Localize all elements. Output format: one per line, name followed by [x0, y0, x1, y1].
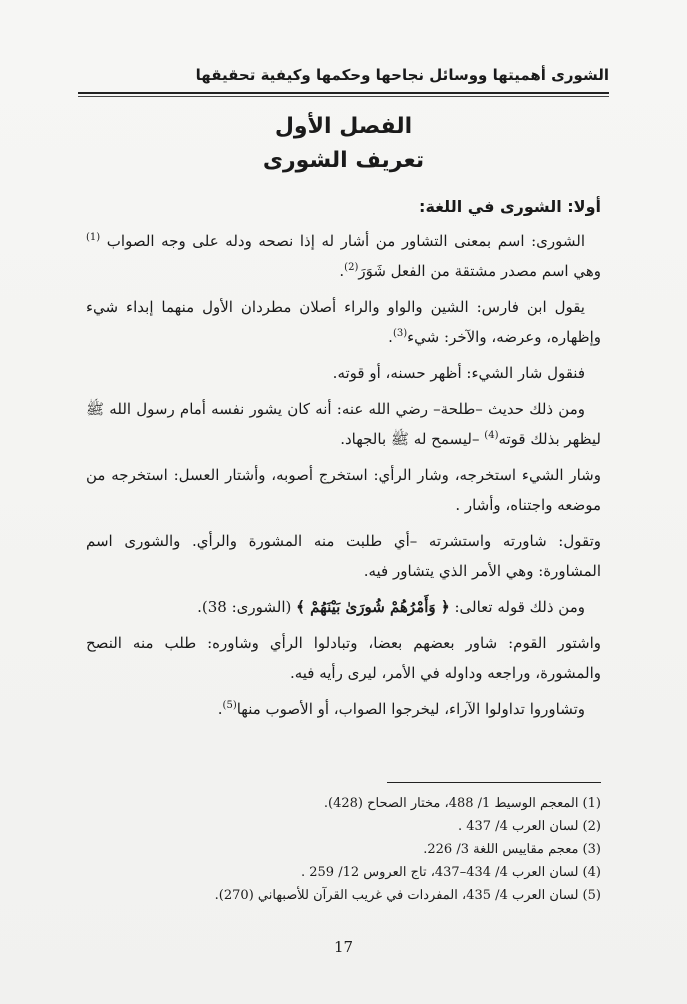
paragraph-4 [86, 394, 601, 454]
verse-reference: (الشورى: 38). [197, 598, 292, 616]
footnote-3: (3) معجم مقاييس اللغة 3/ 226. [423, 842, 601, 857]
footnotes [86, 792, 601, 907]
paragraph-4-tail: –ليسمح له ﷺ بالجهاد. [340, 430, 480, 448]
body-text [86, 192, 601, 730]
paragraph-4-text: ومن ذلك حديث –طلحة– رضي الله عنه: أنه كان يشور نفسه أمام رسول الله ﷺ ليظهر بذلك قوته [86, 400, 601, 448]
header-rule [78, 92, 609, 94]
header-rule-thin [78, 96, 609, 97]
paragraph-6: وتقول: شاورته واستشرته –أي طلبت منه المشورة والرأي. والشورى اسم المشاورة: وهي الأمر الذي يتشاور فيه. [86, 532, 601, 580]
quran-verse: ﴿ وَأَمْرُهُمْ شُورَىٰ بَيْنَهُمْ ﴾ [296, 598, 450, 616]
paragraph-8: واشتور القوم: شاور بعضهم بعضا، وتبادلوا الرأي وشاوره: طلب منه النصح والمشورة، وراجعه وداوله في الأمر، ليرى رأيه فيه. [86, 634, 601, 682]
paragraph-7-text: ومن ذلك قوله تعالى: [454, 598, 585, 616]
paragraph-5: وشار الشيء استخرجه، وشار الرأي: استخرج أصوبه، وأشتار العسل: استخرجه من موضعه واجتناه، وأشار . [86, 466, 601, 514]
paragraph-9 [86, 694, 601, 724]
footnote-ref-3: (3) [392, 328, 408, 339]
footnote-1: (1) المعجم الوسيط 1/ 488، مختار الصحاح (428). [323, 796, 601, 811]
paragraph-3: فنقول شار الشيء: أظهر حسنه، أو قوته. [332, 364, 585, 382]
running-header: الشورى أهميتها ووسائل نجاحها وحكمها وكيفية تحقيقها [195, 66, 609, 84]
paragraph-9-dot: . [217, 700, 223, 718]
footnote-ref-5: (5) [222, 700, 237, 711]
footnote-2: (2) لسان العرب 4/ 437 . [457, 819, 601, 834]
footnote-4: (4) لسان العرب 4/ 434–437، تاج العروس 12/ 259 . [301, 865, 601, 880]
paragraph-9-text: وتشاوروا تداولوا الآراء، ليخرجوا الصواب، أو الأصوب منها [236, 700, 585, 718]
paragraph-2-text: يقول ابن فارس: الشين والواو والراء أصلان مطردان الأول منهما إبداء شيء وإظهاره، وعرضه، والآخر: شيء [86, 298, 601, 346]
paragraph-1-dot: . [339, 262, 345, 280]
footnote-ref-4: (4) [484, 430, 499, 441]
page-number: 17 [333, 938, 354, 956]
footnote-ref-2: (2) [344, 262, 359, 273]
footnote-rule [387, 782, 601, 783]
footnote-ref-1: (1) [86, 232, 101, 243]
footnote-5: (5) لسان العرب 4/ 435، المفردات في غريب القرآن للأصبهاني (270). [214, 888, 601, 903]
paragraph-1-text: الشورى: اسم بمعنى التشاور من أشار له إذا نصحه ودله على وجه الصواب [106, 232, 585, 250]
paragraph-7 [86, 592, 601, 622]
paragraph-2-dot: . [388, 328, 393, 346]
section-heading: أولا: الشورى في اللغة: [419, 197, 601, 216]
paragraph-1 [86, 226, 601, 286]
chapter-subtitle: تعريف الشورى [262, 148, 425, 173]
chapter-title: الفصل الأول [274, 114, 413, 139]
paragraph-2 [86, 292, 601, 352]
paragraph-1-tail: وهي اسم مصدر مشتقة من الفعل شَوَرَ [358, 262, 601, 280]
